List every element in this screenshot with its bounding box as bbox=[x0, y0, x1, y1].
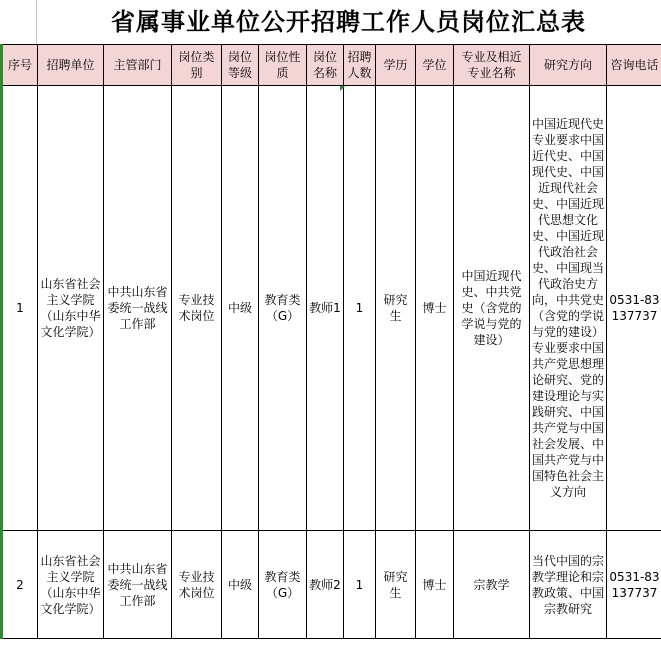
comment-indicator bbox=[340, 86, 345, 91]
cell-dept[interactable]: 中共山东省委统一战线工作部 bbox=[104, 86, 172, 531]
cell-nature[interactable]: 教育类（G） bbox=[259, 531, 307, 639]
document-title: 省属事业单位公开招聘工作人员岗位汇总表 bbox=[111, 8, 586, 36]
header-unit[interactable]: 招聘单位 bbox=[38, 45, 104, 86]
table-row bbox=[2, 531, 661, 639]
cell-category[interactable]: 专业技术岗位 bbox=[172, 86, 222, 531]
header-category[interactable]: 岗位类别 bbox=[172, 45, 222, 86]
header-seq[interactable]: 序号 bbox=[2, 45, 38, 86]
cell-count[interactable]: 1 bbox=[344, 531, 376, 639]
header-count[interactable]: 招聘人数 bbox=[344, 45, 376, 86]
cell-post[interactable]: 教师1 bbox=[307, 86, 344, 531]
cell-category[interactable]: 专业技术岗位 bbox=[172, 531, 222, 639]
cell-seq[interactable]: 1 bbox=[2, 86, 38, 531]
cell-level[interactable]: 中级 bbox=[222, 86, 259, 531]
header-direction[interactable]: 研究方向 bbox=[530, 45, 607, 86]
cell-education[interactable]: 研究生 bbox=[376, 86, 416, 531]
header-nature[interactable]: 岗位性质 bbox=[259, 45, 307, 86]
header-education[interactable]: 学历 bbox=[376, 45, 416, 86]
table-row bbox=[2, 86, 661, 531]
header-post[interactable]: 岗位名称 bbox=[307, 45, 344, 86]
header-row bbox=[2, 45, 661, 86]
cell-major[interactable]: 中国近现代史、中共党史（含党的学说与党的建设） bbox=[454, 86, 530, 531]
cell-direction[interactable]: 中国近现代史专业要求中国近代史、中国现代史、中国近现代社会史、中国近现代思想文化史、中国近现代政治社会史、中国现当代政治史方向，中共党史（含党的学说与党的建设）专业要求中国共产党思想理论研究、党的建设理论与实践研究、中国共产党与中国社会发展、中国共产党与中国特色社会主义方向 bbox=[530, 86, 607, 531]
cell-phone[interactable]: 0531-83137737 bbox=[607, 86, 661, 531]
cell-major[interactable]: 宗教学 bbox=[454, 531, 530, 639]
cell-post[interactable]: 教师2 bbox=[307, 531, 344, 639]
cell-phone[interactable]: 0531-83137737 bbox=[607, 531, 661, 639]
title-row bbox=[0, 0, 661, 45]
cell-seq[interactable]: 2 bbox=[2, 531, 38, 639]
cell-unit[interactable]: 山东省社会主义学院（山东中华文化学院） bbox=[38, 86, 104, 531]
cell-count[interactable]: 1 bbox=[344, 86, 376, 531]
recruitment-table bbox=[0, 44, 661, 639]
cell-level[interactable]: 中级 bbox=[222, 531, 259, 639]
header-phone[interactable]: 咨询电话 bbox=[607, 45, 661, 86]
title-row-lead-cell[interactable] bbox=[0, 0, 37, 44]
cell-education[interactable]: 研究生 bbox=[376, 531, 416, 639]
header-level[interactable]: 岗位等级 bbox=[222, 45, 259, 86]
cell-direction[interactable]: 当代中国的宗教学理论和宗教政策、中国宗教研究 bbox=[530, 531, 607, 639]
cell-degree[interactable]: 博士 bbox=[416, 531, 454, 639]
header-dept[interactable]: 主管部门 bbox=[104, 45, 172, 86]
cell-degree[interactable]: 博士 bbox=[416, 86, 454, 531]
cell-nature[interactable]: 教育类（G） bbox=[259, 86, 307, 531]
cell-unit[interactable]: 山东省社会主义学院（山东中华文化学院） bbox=[38, 531, 104, 639]
header-major[interactable]: 专业及相近专业名称 bbox=[454, 45, 530, 86]
cell-dept[interactable]: 中共山东省委统一战线工作部 bbox=[104, 531, 172, 639]
header-degree[interactable]: 学位 bbox=[416, 45, 454, 86]
